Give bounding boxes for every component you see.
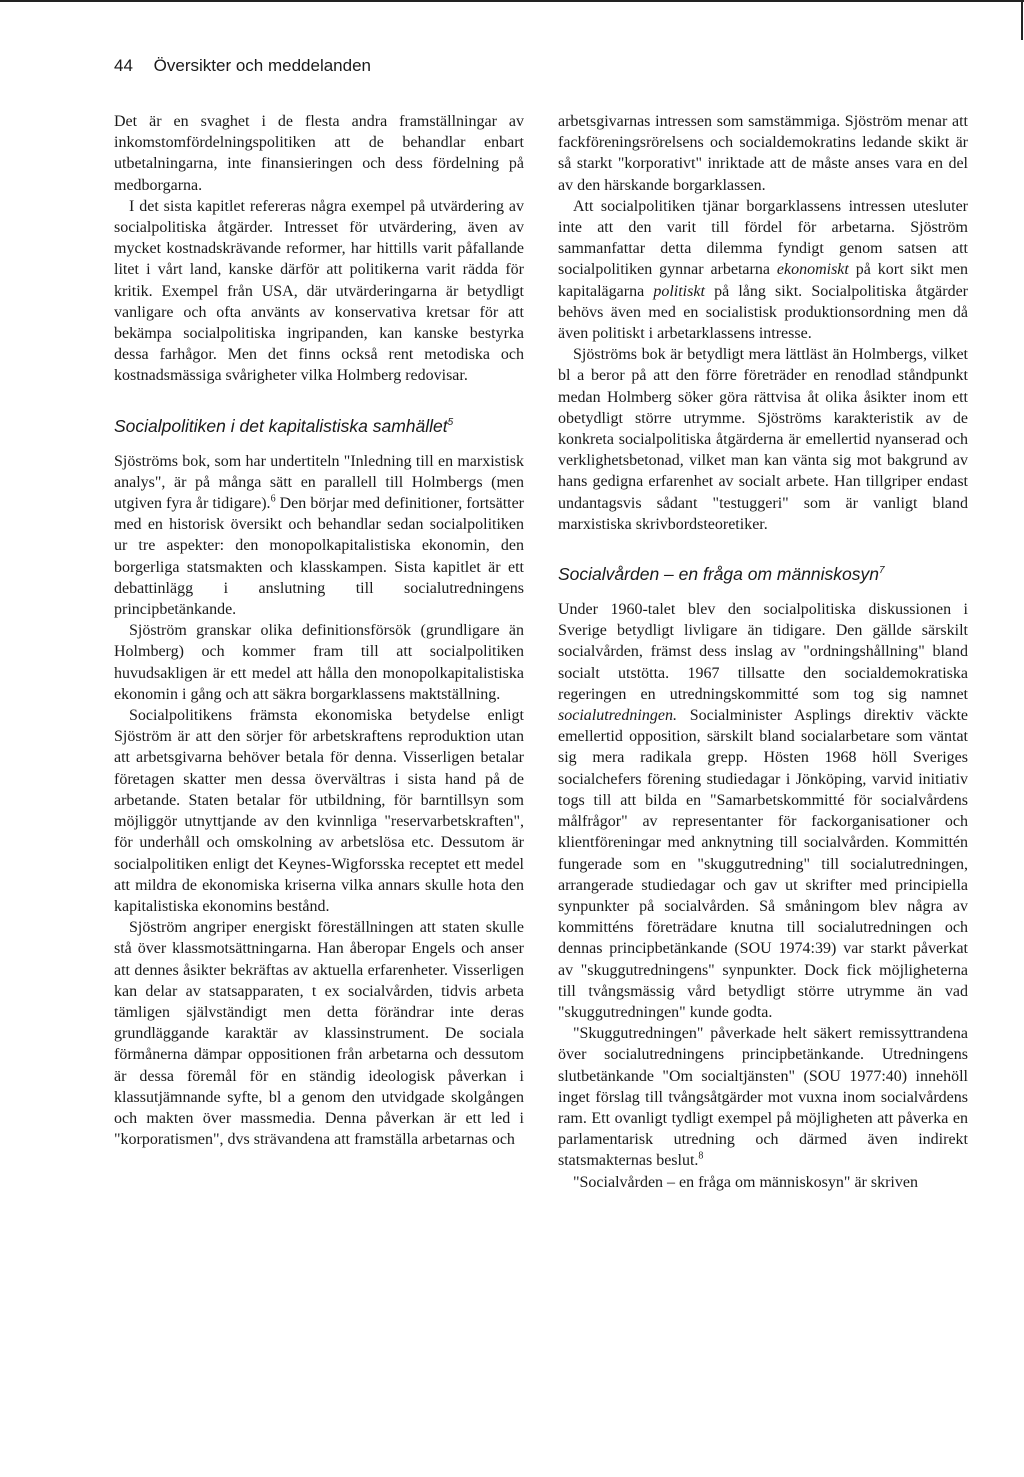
footnote-ref: 7 <box>879 565 885 577</box>
paragraph-text: Sjöströms bok, som har undertiteln "Inledning till en marxistisk analys", är på många sätt en parallell till Holmbergs (men utgiven fyra år tidigare). <box>114 452 524 513</box>
paragraph: Socialpolitikens främsta ekonomiska betydelse enligt Sjöström är att den sörjer för arbetskraftens reproduktion utan att arbetsgivarna behöver betala för denna. Visserligen betalar företagen skatter men dessa övervältras i sista hand på de arbetande. Staten betalar för utbildning, för barntillsyn som möjliggör utnyttjande av den kvinnliga "reservarbetskraften", för underhåll och omskolning av arbetslösa etc. Dessutom är socialpolitiken enligt det Keynes-Wigforsska receptet ett medel att mildra de ekonomiska kriserna vilka annars skulle hota den kapitalistiska ekonomins bestånd. <box>114 707 524 915</box>
paragraph-text: Under 1960-talet blev den socialpolitiska diskussionen i Sverige betydligt livligare än tidigare. Den gällde särskilt socialvården, främst dess inslag av "ordningshållning" bland socialt utstötta. 1967 tillsatte den socialdemokratiska regeringen en utredningskommitté som tog sig namnet <box>558 601 968 703</box>
paragraph <box>558 599 968 1023</box>
top-border-line <box>0 0 1024 2</box>
emphasis: ekonomiskt <box>776 261 849 279</box>
page-number: 44 <box>114 56 133 75</box>
section-heading <box>558 563 968 585</box>
paragraph-text: Att socialpolitiken tjänar borgarklassens intressen utesluter inte att den varit till fördel för arbetarna. Sjöström sammanfattar detta dilemma fyndigt genom satsen att socialpolitiken gynnar arbetarna <box>558 197 968 279</box>
section-heading-text: Socialpolitiken i det kapitalistiska samhället <box>114 415 448 436</box>
paragraph: Sjöströms bok är betydligt mera lättläst än Holmbergs, vilket bl a beror på att den förre företräder en renodlad ståndpunkt medan Holmberg söker göra rättvisa åt olika åsikter inom ett obetydligt större utrymme. Sjöströms karakteristik av de konkreta socialpolitiska åtgärderna är emellertid nyanserad och verklighetsbetonad, vilket man kan vänta sig mot bakgrund av hans gedigna erfarenhet av socialt arbete. Han tillgriper endast undantagsvis sådant "testuggeri" som är vanligt bland marxistiska skrivbordsteoretiker. <box>558 346 968 533</box>
paragraph-text: på kort sikt men kapitalägarna <box>558 261 968 300</box>
paragraph: I det sista kapitlet refereras några exempel på utvärdering av socialpolitiska åtgärder. Intresset för utvärdering, även av mycket kostnadskrävande reformer, har hittills varit påfallande litet i vårt land, kanske därför att politikerna varit rädda för kritik. Exempel från USA, där utvärderingarna är betydligt vanligare och ofta använts av konservativa kretsar för att bekämpa socialpolitiska ingripanden, kan kanske bestyrka dessa farhågor. Men det finns också rent metodiska och kostnadsmässiga svårigheter vilka Holmberg redovisar. <box>114 197 524 385</box>
paragraph: "Socialvården – en fråga om människosyn" är skriven <box>573 1173 918 1191</box>
emphasis: socialutredningen. <box>558 707 677 725</box>
footnote-ref: 6 <box>270 493 276 505</box>
left-column <box>114 111 524 1150</box>
running-title: Översikter och meddelanden <box>153 56 371 75</box>
paragraph <box>558 1023 968 1171</box>
paragraph <box>558 196 968 344</box>
right-border-line <box>1021 0 1023 40</box>
paragraph-text: på lång sikt. Socialpolitiska åtgärder behövs även med en socialistisk produktionsordning men då även politiskt i arbetarklassens intresse. <box>558 282 968 343</box>
paragraph-text: Den börjar med definitioner, fortsätter med en historisk översikt och behandlar sedan socialpolitiken ur tre aspekter: den monopolkapitalistiska ekonomin, den borgerliga statsmakten och klasskampen. Sista kapitlet är ett debattinlägg i anslutning till socialutredningens principbetänkande. <box>114 495 525 619</box>
paragraph: Det är en svaghet i de flesta andra framställningar av inkomstomfördelningspolitiken att de behandlar enbart utbetalningarna, inte finansieringen och dess fördelning på medborgarna. <box>114 113 524 194</box>
section-heading <box>114 415 524 437</box>
running-header <box>114 56 371 76</box>
section-heading-text: Socialvården – en fråga om människosyn <box>558 564 880 585</box>
paragraph: Sjöström granskar olika definitionsförsök (grundligare än Holmberg) och kommer fram till att socialpolitiken huvudsakligen är ett medel att hålla den monopolkapitalistiska ekonomin i gång och att säkra borgarklassens maktställning. <box>114 622 524 703</box>
footnote-ref: 5 <box>447 416 454 428</box>
paragraph-text: "Skuggutredningen" påverkade helt säkert remissyttrandena över socialutredningens principbetänkande. Utredningens slutbetänkande "Om socialtjänsten" (SOU 1977:40) innehöll inget förslag till tvångsåtgärder mot vuxna inom socialvårdens ram. Ett ovanligt tydligt exempel på möjligheten att påverka en parlamentarisk utredning och därmed även indirekt statsmakternas beslut. <box>558 1025 968 1170</box>
paragraph-text: Socialminister Asplings direktiv väckte emellertid opposition, särskilt bland socialarbetare som väntat sig mera radikala grepp. Hösten 1968 höll Sveriges socialchefers förening studiedagar i Jönköping, varvid initiativ togs till att bilda en "Samarbetskommitté för socialvårdens målfrågor" av representanter för fackorganisationer och klientföreningar med anknytning till socialvården. Kommittén fungerade som en "skuggutredning" till socialutredningen, arrangerade studiedagar och gav ut skrifter med principiella synpunkter på socialvården. Så småningom blev några av kommitténs företrädare knutna till socialutredningen och dennas principbetänkande (SOU 1974:39) var starkt påverkat av "skuggutredningens" synpunkter. Dock fick möjligheterna till tvångsmässig vård betydligt större utrymme än vad "skuggutredningen" kunde godta. <box>558 707 968 1021</box>
emphasis: politiskt <box>653 282 705 300</box>
paragraph <box>114 451 524 621</box>
paragraph: arbetsgivarnas intressen som samstämmiga. Sjöström menar att fackföreningsrörelsens och socialdemokratins ledande skikt är så starkt "korporativt" inriktade att de måste anses vara en del av den härskande borgarklassen. <box>558 113 968 194</box>
right-column <box>558 111 968 1193</box>
footnote-ref: 8 <box>698 1151 704 1163</box>
paragraph: Sjöström angriper energiskt föreställningen att staten skulle stå över klassmotsättningarna. Han åberopar Engels och anser att dennes åsikter bekräftas av aktuella erfarenheter. Visserligen kan delar av statsapparaten, t ex socialvården, tidvis arbeta tämligen självständigt men detta förändrar inte deras grundläggande karaktär av klassinstrument. De sociala förmånerna dämpar oppositionen från arbetarna och dessutom är dessa föremål för en ständig ideologisk påverkan i klassutjämnande syfte, bl a genom den utvidgade skolgången och makten över massmedia. Denna påverkan är ett led i "korporatismen", dvs strävandena att framställa arbetarnas och <box>114 919 524 1149</box>
